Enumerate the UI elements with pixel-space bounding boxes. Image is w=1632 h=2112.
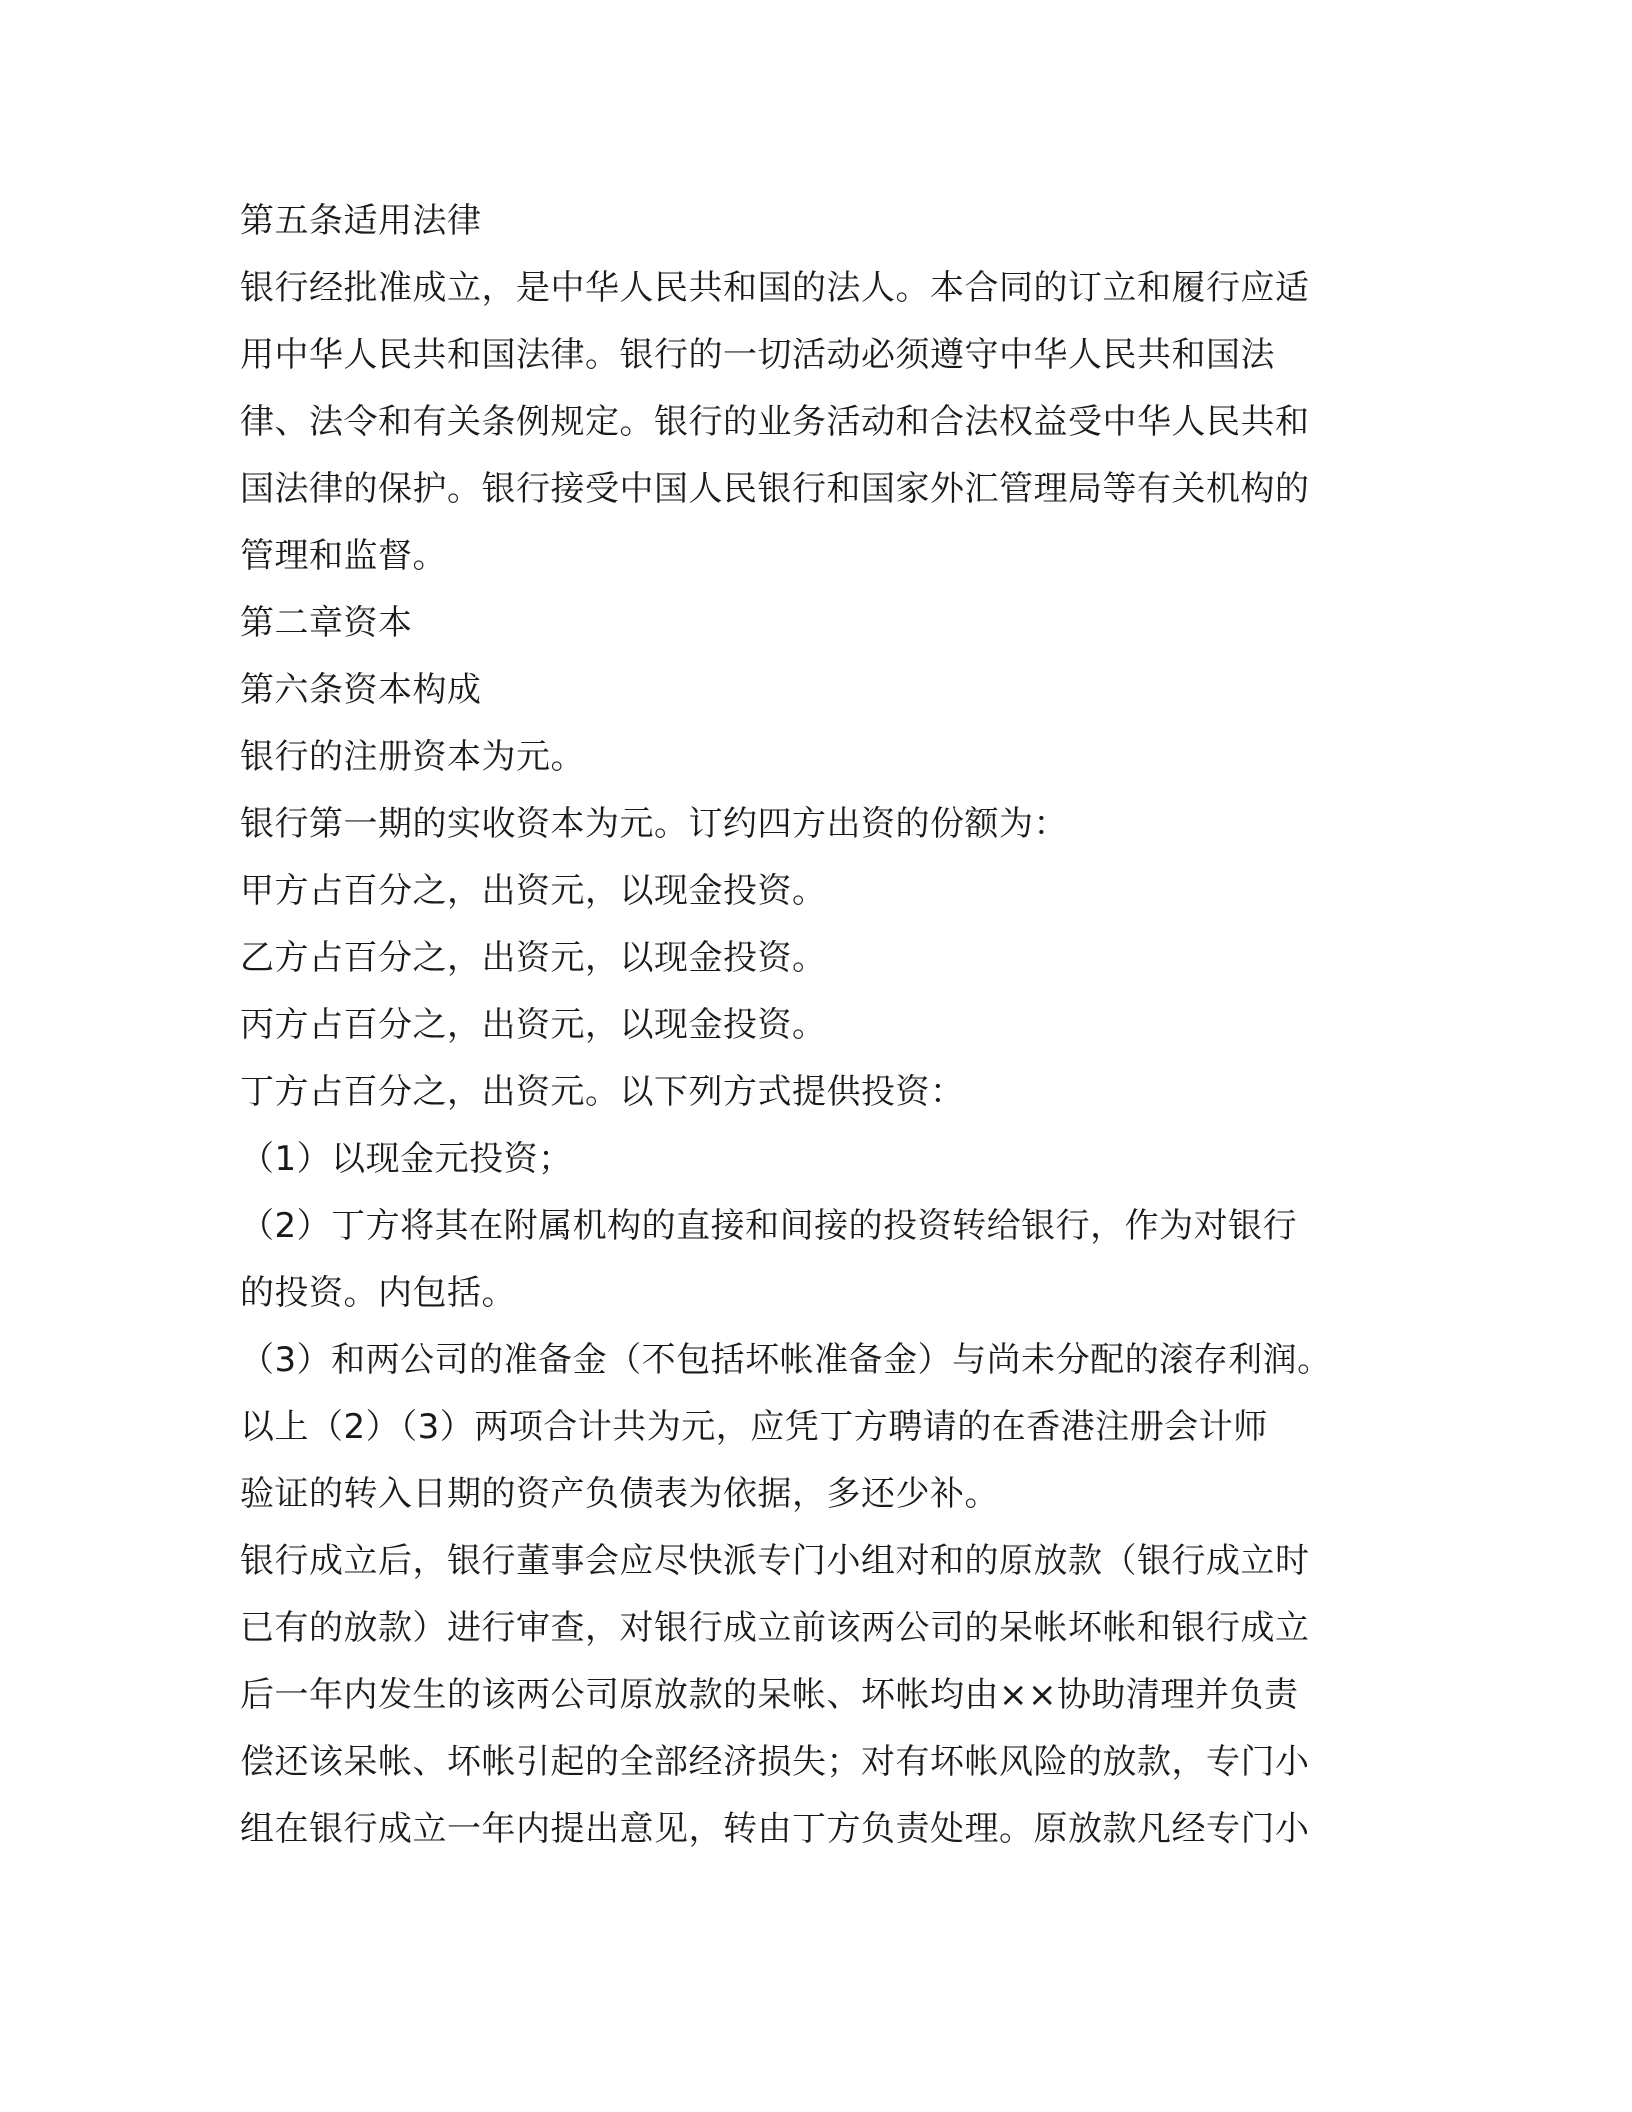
paragraph-line: 律、法令和有关条例规定。银行的业务活动和合法权益受中华人民共和 — [240, 402, 1310, 442]
paragraph-line: 管理和监督。 — [240, 536, 447, 576]
paragraph-line: 偿还该呆帐、坏帐引起的全部经济损失；对有坏帐风险的放款，专门小 — [240, 1742, 1310, 1782]
paragraph-line: 国法律的保护。银行接受中国人民银行和国家外汇管理局等有关机构的 — [240, 469, 1310, 509]
paragraph-line: 银行成立后，银行董事会应尽快派专门小组对和的原放款（银行成立时 — [240, 1541, 1310, 1581]
paragraph-line: 的投资。内包括。 — [240, 1273, 516, 1313]
party-d-line: 丁方占百分之，出资元。以下列方式提供投资： — [240, 1072, 965, 1112]
party-b-line: 乙方占百分之，出资元，以现金投资。 — [240, 938, 827, 978]
document-body — [240, 188, 1400, 1863]
list-item-3: （3）和两公司的准备金（不包括坏帐准备金）与尚未分配的滚存利润。 — [240, 1340, 1332, 1380]
paragraph-line: 后一年内发生的该两公司原放款的呆帐、坏帐均由××协助清理并负责 — [240, 1675, 1299, 1715]
paragraph-line: 银行第一期的实收资本为元。订约四方出资的份额为： — [240, 804, 1068, 844]
list-item-2: （2）丁方将其在附属机构的直接和间接的投资转给银行，作为对银行 — [240, 1206, 1298, 1246]
paragraph-line: 用中华人民共和国法律。银行的一切活动必须遵守中华人民共和国法 — [240, 335, 1275, 375]
chapter-2-heading: 第二章资本 — [240, 603, 413, 643]
paragraph-line: 组在银行成立一年内提出意见，转由丁方负责处理。原放款凡经专门小 — [240, 1809, 1310, 1849]
paragraph-line: 以上（2）（3）两项合计共为元，应凭丁方聘请的在香港注册会计师 — [240, 1407, 1268, 1447]
party-a-line: 甲方占百分之，出资元，以现金投资。 — [240, 871, 827, 911]
party-c-line: 丙方占百分之，出资元，以现金投资。 — [240, 1005, 827, 1045]
paragraph-line: 银行经批准成立，是中华人民共和国的法人。本合同的订立和履行应适 — [240, 268, 1310, 308]
article-6-heading: 第六条资本构成 — [240, 670, 482, 710]
article-5-heading: 第五条适用法律 — [240, 201, 482, 241]
paragraph-line: 已有的放款）进行审查，对银行成立前该两公司的呆帐坏帐和银行成立 — [240, 1608, 1310, 1648]
paragraph-line: 验证的转入日期的资产负债表为依据，多还少补。 — [240, 1474, 999, 1514]
paragraph-line: 银行的注册资本为元。 — [240, 737, 585, 777]
list-item-1: （1）以现金元投资； — [240, 1139, 573, 1179]
